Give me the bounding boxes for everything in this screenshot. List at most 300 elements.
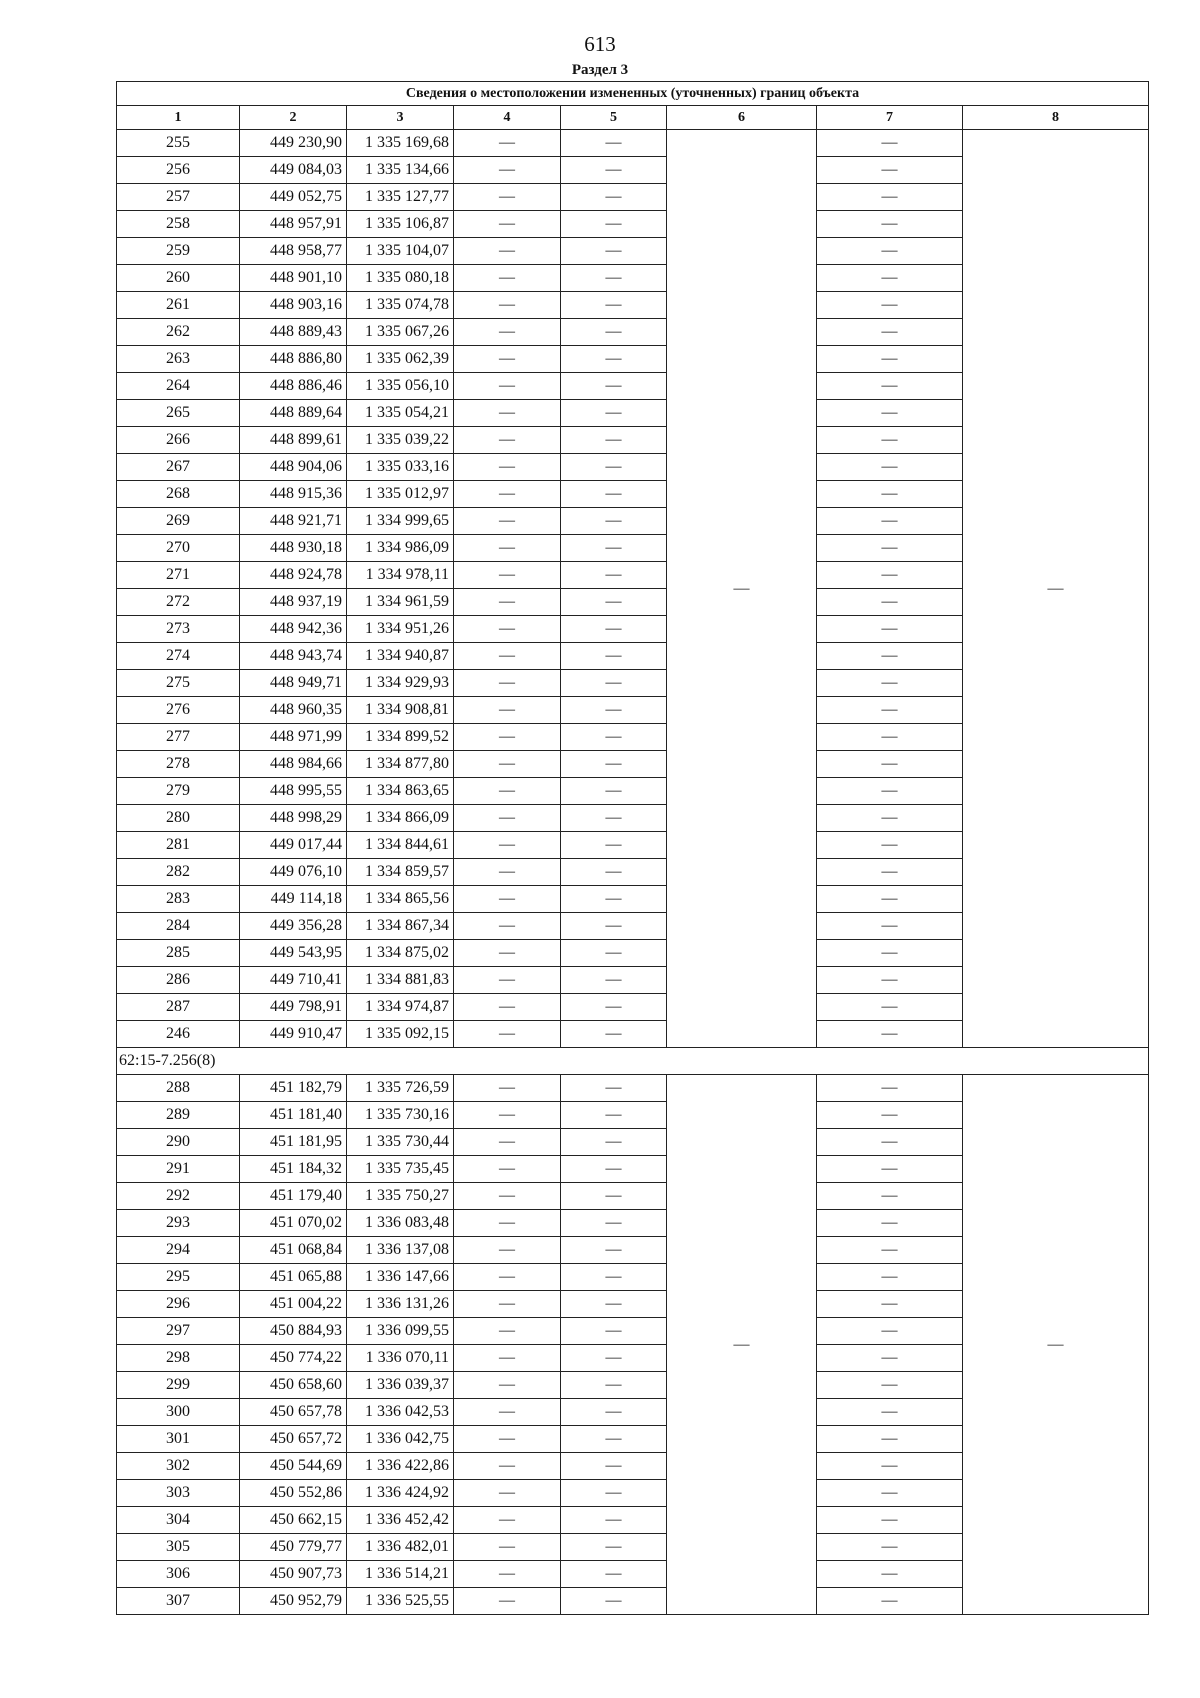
coordinate-x: 448 942,36 [240, 616, 347, 643]
coordinate-y: 1 335 092,15 [347, 1021, 454, 1048]
col5-dash: — [561, 994, 667, 1021]
point-number: 290 [117, 1129, 240, 1156]
col7-dash: — [817, 1372, 963, 1399]
point-number: 293 [117, 1210, 240, 1237]
col7-dash: — [817, 886, 963, 913]
coordinate-x: 448 930,18 [240, 535, 347, 562]
point-number: 274 [117, 643, 240, 670]
coordinate-y: 1 334 978,11 [347, 562, 454, 589]
point-number: 294 [117, 1237, 240, 1264]
col4-dash: — [454, 805, 561, 832]
col7-dash: — [817, 211, 963, 238]
column-header-3: 3 [347, 106, 454, 130]
coordinate-x: 451 070,02 [240, 1210, 347, 1237]
coordinate-y: 1 336 514,21 [347, 1561, 454, 1588]
col7-dash: — [817, 562, 963, 589]
group-label: 62:15-7.256(8) [117, 1048, 1149, 1075]
coordinate-y: 1 335 106,87 [347, 211, 454, 238]
coordinate-x: 448 889,43 [240, 319, 347, 346]
coordinate-x: 451 184,32 [240, 1156, 347, 1183]
col4-dash: — [454, 751, 561, 778]
point-number: 265 [117, 400, 240, 427]
table-row [117, 1075, 1149, 1102]
col4-dash: — [454, 427, 561, 454]
coordinate-x: 448 903,16 [240, 292, 347, 319]
col4-dash: — [454, 1291, 561, 1318]
col7-dash: — [817, 1318, 963, 1345]
coordinate-y: 1 335 067,26 [347, 319, 454, 346]
col7-dash: — [817, 319, 963, 346]
col4-dash: — [454, 1264, 561, 1291]
coordinate-y: 1 335 033,16 [347, 454, 454, 481]
coordinate-x: 448 901,10 [240, 265, 347, 292]
col4-dash: — [454, 265, 561, 292]
column-header-6: 6 [667, 106, 817, 130]
coordinate-x: 448 915,36 [240, 481, 347, 508]
point-number: 297 [117, 1318, 240, 1345]
col5-dash: — [561, 643, 667, 670]
point-number: 261 [117, 292, 240, 319]
col4-dash: — [454, 373, 561, 400]
col5-dash: — [561, 292, 667, 319]
coordinate-y: 1 334 961,59 [347, 589, 454, 616]
coordinate-y: 1 336 137,08 [347, 1237, 454, 1264]
col5-dash: — [561, 751, 667, 778]
coordinate-x: 450 907,73 [240, 1561, 347, 1588]
col4-dash: — [454, 1399, 561, 1426]
col5-dash: — [561, 184, 667, 211]
col4-dash: — [454, 1129, 561, 1156]
col7-dash: — [817, 535, 963, 562]
col4-dash: — [454, 913, 561, 940]
col7-dash: — [817, 913, 963, 940]
coordinate-y: 1 335 074,78 [347, 292, 454, 319]
point-number: 256 [117, 157, 240, 184]
col5-dash: — [561, 1561, 667, 1588]
coordinate-x: 451 179,40 [240, 1183, 347, 1210]
point-number: 270 [117, 535, 240, 562]
point-number: 268 [117, 481, 240, 508]
col5-dash: — [561, 238, 667, 265]
col4-dash: — [454, 967, 561, 994]
point-number: 298 [117, 1345, 240, 1372]
coordinate-x: 449 230,90 [240, 130, 347, 157]
col4-dash: — [454, 238, 561, 265]
coordinate-x: 451 182,79 [240, 1075, 347, 1102]
col4-dash: — [454, 994, 561, 1021]
coordinate-y: 1 334 844,61 [347, 832, 454, 859]
coordinate-x: 450 952,79 [240, 1588, 347, 1615]
col7-dash: — [817, 1399, 963, 1426]
col5-dash: — [561, 589, 667, 616]
col4-dash: — [454, 1183, 561, 1210]
point-number: 284 [117, 913, 240, 940]
point-number: 273 [117, 616, 240, 643]
col5-dash: — [561, 1264, 667, 1291]
col5-dash: — [561, 211, 667, 238]
col4-dash: — [454, 454, 561, 481]
col5-dash: — [561, 454, 667, 481]
col7-dash: — [817, 778, 963, 805]
col7-dash: — [817, 157, 963, 184]
coordinate-y: 1 334 974,87 [347, 994, 454, 1021]
col7-dash: — [817, 670, 963, 697]
coordinate-y: 1 335 730,44 [347, 1129, 454, 1156]
col5-dash: — [561, 427, 667, 454]
coordinate-y: 1 336 099,55 [347, 1318, 454, 1345]
coordinate-y: 1 336 070,11 [347, 1345, 454, 1372]
coordinate-y: 1 334 863,65 [347, 778, 454, 805]
column-header-4: 4 [454, 106, 561, 130]
col7-dash: — [817, 1183, 963, 1210]
point-number: 299 [117, 1372, 240, 1399]
col4-dash: — [454, 940, 561, 967]
coordinate-x: 448 998,29 [240, 805, 347, 832]
col7-dash: — [817, 1507, 963, 1534]
point-number: 280 [117, 805, 240, 832]
point-number: 267 [117, 454, 240, 481]
col5-dash: — [561, 1291, 667, 1318]
coordinate-y: 1 335 080,18 [347, 265, 454, 292]
col8-merged: — [963, 130, 1149, 1048]
col5-dash: — [561, 805, 667, 832]
col4-dash: — [454, 1102, 561, 1129]
coordinate-x: 450 662,15 [240, 1507, 347, 1534]
col5-dash: — [561, 778, 667, 805]
coordinate-y: 1 334 899,52 [347, 724, 454, 751]
col5-dash: — [561, 1372, 667, 1399]
point-number: 246 [117, 1021, 240, 1048]
col7-dash: — [817, 1102, 963, 1129]
coordinate-x: 450 552,86 [240, 1480, 347, 1507]
coordinate-x: 448 984,66 [240, 751, 347, 778]
col5-dash: — [561, 1183, 667, 1210]
coordinate-x: 449 910,47 [240, 1021, 347, 1048]
col5-dash: — [561, 1588, 667, 1615]
col4-dash: — [454, 1426, 561, 1453]
group-label-row [117, 1048, 1149, 1075]
point-number: 262 [117, 319, 240, 346]
coordinate-y: 1 334 929,93 [347, 670, 454, 697]
col4-dash: — [454, 1372, 561, 1399]
col7-dash: — [817, 1345, 963, 1372]
coordinate-y: 1 336 147,66 [347, 1264, 454, 1291]
table-caption: Сведения о местоположении измененных (уточненных) границ объекта [117, 82, 1149, 106]
coordinate-x: 449 543,95 [240, 940, 347, 967]
col5-dash: — [561, 508, 667, 535]
coordinate-y: 1 335 750,27 [347, 1183, 454, 1210]
coordinate-x: 448 943,74 [240, 643, 347, 670]
col7-dash: — [817, 508, 963, 535]
point-number: 276 [117, 697, 240, 724]
col5-dash: — [561, 130, 667, 157]
coordinate-x: 449 798,91 [240, 994, 347, 1021]
col7-dash: — [817, 346, 963, 373]
col5-dash: — [561, 616, 667, 643]
col4-dash: — [454, 211, 561, 238]
col7-dash: — [817, 643, 963, 670]
col7-dash: — [817, 751, 963, 778]
col7-dash: — [817, 130, 963, 157]
point-number: 272 [117, 589, 240, 616]
point-number: 300 [117, 1399, 240, 1426]
col5-dash: — [561, 346, 667, 373]
col4-dash: — [454, 157, 561, 184]
col4-dash: — [454, 184, 561, 211]
col4-dash: — [454, 1507, 561, 1534]
col5-dash: — [561, 913, 667, 940]
col5-dash: — [561, 1399, 667, 1426]
point-number: 278 [117, 751, 240, 778]
coordinate-y: 1 335 012,97 [347, 481, 454, 508]
point-number: 302 [117, 1453, 240, 1480]
coordinate-y: 1 336 083,48 [347, 1210, 454, 1237]
col7-dash: — [817, 1480, 963, 1507]
col4-dash: — [454, 589, 561, 616]
table-body [117, 130, 1149, 1615]
col4-dash: — [454, 1210, 561, 1237]
coordinate-y: 1 335 726,59 [347, 1075, 454, 1102]
col6-merged: — [667, 130, 817, 1048]
col4-dash: — [454, 1318, 561, 1345]
col4-dash: — [454, 778, 561, 805]
col5-dash: — [561, 319, 667, 346]
col4-dash: — [454, 1534, 561, 1561]
col5-dash: — [561, 886, 667, 913]
coordinate-y: 1 335 039,22 [347, 427, 454, 454]
column-header-5: 5 [561, 106, 667, 130]
col7-dash: — [817, 1021, 963, 1048]
col4-dash: — [454, 1156, 561, 1183]
coordinate-y: 1 335 134,66 [347, 157, 454, 184]
point-number: 307 [117, 1588, 240, 1615]
col4-dash: — [454, 1237, 561, 1264]
coordinate-y: 1 334 999,65 [347, 508, 454, 535]
col7-dash: — [817, 481, 963, 508]
coordinate-y: 1 334 940,87 [347, 643, 454, 670]
coordinate-x: 449 710,41 [240, 967, 347, 994]
coordinate-x: 450 657,78 [240, 1399, 347, 1426]
col4-dash: — [454, 1561, 561, 1588]
col7-dash: — [817, 724, 963, 751]
coordinate-y: 1 334 875,02 [347, 940, 454, 967]
point-number: 277 [117, 724, 240, 751]
coordinate-x: 448 889,64 [240, 400, 347, 427]
col4-dash: — [454, 508, 561, 535]
col7-dash: — [817, 427, 963, 454]
col5-dash: — [561, 1075, 667, 1102]
coordinate-y: 1 336 424,92 [347, 1480, 454, 1507]
col5-dash: — [561, 535, 667, 562]
col5-dash: — [561, 967, 667, 994]
point-number: 303 [117, 1480, 240, 1507]
coordinate-y: 1 335 735,45 [347, 1156, 454, 1183]
coordinate-x: 450 884,93 [240, 1318, 347, 1345]
col7-dash: — [817, 238, 963, 265]
col7-dash: — [817, 940, 963, 967]
col7-dash: — [817, 859, 963, 886]
col7-dash: — [817, 616, 963, 643]
point-number: 275 [117, 670, 240, 697]
coordinate-y: 1 334 877,80 [347, 751, 454, 778]
col5-dash: — [561, 481, 667, 508]
col7-dash: — [817, 832, 963, 859]
col7-dash: — [817, 292, 963, 319]
col5-dash: — [561, 1156, 667, 1183]
col4-dash: — [454, 1345, 561, 1372]
col4-dash: — [454, 562, 561, 589]
col4-dash: — [454, 1588, 561, 1615]
col5-dash: — [561, 1507, 667, 1534]
col4-dash: — [454, 1453, 561, 1480]
col5-dash: — [561, 400, 667, 427]
col5-dash: — [561, 940, 667, 967]
coordinate-y: 1 335 104,07 [347, 238, 454, 265]
coordinate-y: 1 335 056,10 [347, 373, 454, 400]
col5-dash: — [561, 670, 667, 697]
table-row [117, 130, 1149, 157]
col5-dash: — [561, 724, 667, 751]
point-number: 283 [117, 886, 240, 913]
column-header-1: 1 [117, 106, 240, 130]
col6-merged: — [667, 1075, 817, 1615]
point-number: 263 [117, 346, 240, 373]
coordinate-x: 451 181,40 [240, 1102, 347, 1129]
coordinate-y: 1 335 127,77 [347, 184, 454, 211]
col5-dash: — [561, 1480, 667, 1507]
point-number: 279 [117, 778, 240, 805]
col5-dash: — [561, 1021, 667, 1048]
point-number: 291 [117, 1156, 240, 1183]
coordinate-x: 448 886,46 [240, 373, 347, 400]
point-number: 285 [117, 940, 240, 967]
point-number: 304 [117, 1507, 240, 1534]
point-number: 292 [117, 1183, 240, 1210]
col8-merged: — [963, 1075, 1149, 1615]
section-title: Раздел 3 [571, 62, 629, 78]
col5-dash: — [561, 562, 667, 589]
coordinate-x: 448 921,71 [240, 508, 347, 535]
point-number: 305 [117, 1534, 240, 1561]
col4-dash: — [454, 832, 561, 859]
col7-dash: — [817, 1291, 963, 1318]
col5-dash: — [561, 1129, 667, 1156]
col4-dash: — [454, 616, 561, 643]
col7-dash: — [817, 1264, 963, 1291]
coordinate-x: 449 114,18 [240, 886, 347, 913]
coordinate-y: 1 334 865,56 [347, 886, 454, 913]
point-number: 259 [117, 238, 240, 265]
coordinate-x: 448 949,71 [240, 670, 347, 697]
col4-dash: — [454, 724, 561, 751]
column-header-7: 7 [817, 106, 963, 130]
col4-dash: — [454, 886, 561, 913]
point-number: 296 [117, 1291, 240, 1318]
col7-dash: — [817, 1237, 963, 1264]
coordinate-x: 450 774,22 [240, 1345, 347, 1372]
coordinate-x: 448 971,99 [240, 724, 347, 751]
coordinate-x: 449 084,03 [240, 157, 347, 184]
col4-dash: — [454, 292, 561, 319]
page-number: 613 [584, 32, 616, 56]
col7-dash: — [817, 1075, 963, 1102]
col5-dash: — [561, 1534, 667, 1561]
coordinate-x: 449 052,75 [240, 184, 347, 211]
col7-dash: — [817, 1534, 963, 1561]
point-number: 295 [117, 1264, 240, 1291]
coordinate-x: 449 076,10 [240, 859, 347, 886]
col7-dash: — [817, 1156, 963, 1183]
point-number: 260 [117, 265, 240, 292]
col7-dash: — [817, 1561, 963, 1588]
coordinate-x: 450 544,69 [240, 1453, 347, 1480]
col5-dash: — [561, 1453, 667, 1480]
coordinate-y: 1 336 042,75 [347, 1426, 454, 1453]
col5-dash: — [561, 1102, 667, 1129]
coordinate-y: 1 334 859,57 [347, 859, 454, 886]
col5-dash: — [561, 265, 667, 292]
col5-dash: — [561, 1318, 667, 1345]
point-number: 257 [117, 184, 240, 211]
point-number: 255 [117, 130, 240, 157]
coordinate-x: 449 017,44 [240, 832, 347, 859]
col4-dash: — [454, 643, 561, 670]
point-number: 269 [117, 508, 240, 535]
col7-dash: — [817, 1210, 963, 1237]
coordinate-x: 448 958,77 [240, 238, 347, 265]
col7-dash: — [817, 805, 963, 832]
col7-dash: — [817, 589, 963, 616]
col4-dash: — [454, 481, 561, 508]
col7-dash: — [817, 184, 963, 211]
col4-dash: — [454, 535, 561, 562]
col4-dash: — [454, 400, 561, 427]
column-header-2: 2 [240, 106, 347, 130]
col5-dash: — [561, 1426, 667, 1453]
col5-dash: — [561, 1210, 667, 1237]
col5-dash: — [561, 859, 667, 886]
coordinate-x: 448 886,80 [240, 346, 347, 373]
coordinate-x: 448 960,35 [240, 697, 347, 724]
point-number: 289 [117, 1102, 240, 1129]
coordinate-y: 1 336 042,53 [347, 1399, 454, 1426]
point-number: 288 [117, 1075, 240, 1102]
coordinate-y: 1 336 452,42 [347, 1507, 454, 1534]
col4-dash: — [454, 130, 561, 157]
col7-dash: — [817, 1588, 963, 1615]
col7-dash: — [817, 1453, 963, 1480]
col5-dash: — [561, 1237, 667, 1264]
col7-dash: — [817, 265, 963, 292]
col4-dash: — [454, 1075, 561, 1102]
col7-dash: — [817, 994, 963, 1021]
coordinate-x: 451 065,88 [240, 1264, 347, 1291]
coordinates-table [116, 81, 1149, 1615]
col4-dash: — [454, 697, 561, 724]
coordinate-y: 1 336 039,37 [347, 1372, 454, 1399]
coordinate-y: 1 336 482,01 [347, 1534, 454, 1561]
coordinate-x: 450 658,60 [240, 1372, 347, 1399]
point-number: 301 [117, 1426, 240, 1453]
col5-dash: — [561, 157, 667, 184]
point-number: 286 [117, 967, 240, 994]
col7-dash: — [817, 373, 963, 400]
col5-dash: — [561, 832, 667, 859]
col7-dash: — [817, 1129, 963, 1156]
point-number: 287 [117, 994, 240, 1021]
coordinate-y: 1 334 881,83 [347, 967, 454, 994]
coordinate-x: 451 004,22 [240, 1291, 347, 1318]
